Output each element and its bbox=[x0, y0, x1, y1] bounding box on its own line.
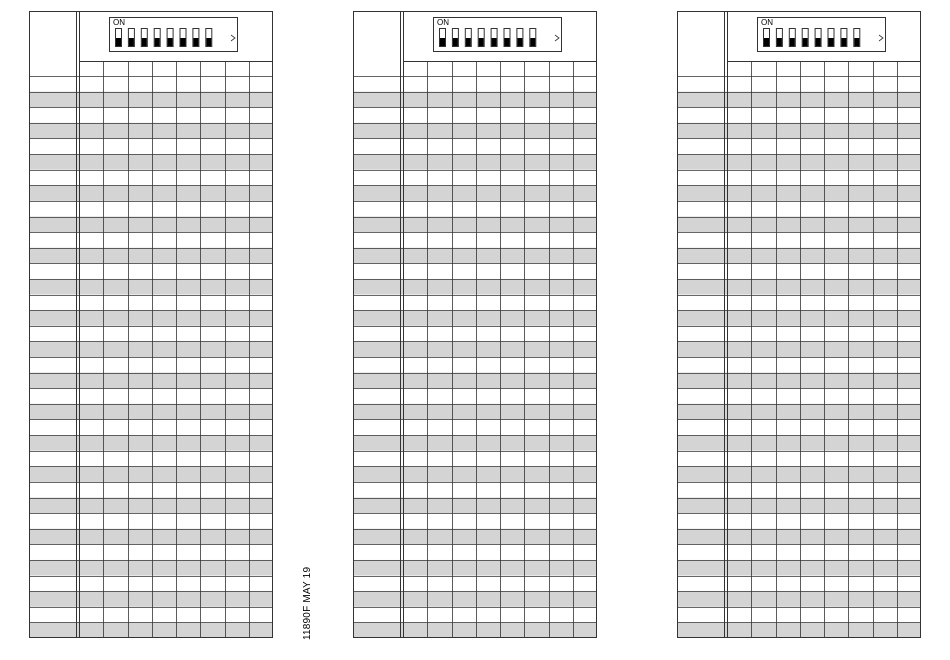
shaded-row bbox=[353, 591, 597, 607]
dip-switch-knob bbox=[193, 38, 198, 46]
shaded-row bbox=[353, 185, 597, 201]
dip-switch-lever bbox=[465, 29, 471, 47]
dip-switch-lever bbox=[776, 29, 782, 47]
shaded-row bbox=[677, 560, 921, 576]
shaded-row bbox=[677, 154, 921, 170]
shaded-row bbox=[353, 622, 597, 638]
shaded-row bbox=[353, 92, 597, 108]
shaded-row bbox=[29, 404, 273, 420]
dip-switch-lever bbox=[530, 29, 536, 47]
dip-switch-lever bbox=[193, 29, 199, 47]
shaded-row bbox=[29, 498, 273, 514]
shaded-row bbox=[353, 310, 597, 326]
shaded-row bbox=[29, 123, 273, 139]
dip-switch-lever bbox=[517, 29, 523, 47]
dip-switch-on-label: ON bbox=[761, 18, 773, 27]
dip-switch-lever bbox=[452, 29, 458, 47]
shaded-row bbox=[353, 466, 597, 482]
shaded-row bbox=[353, 154, 597, 170]
shaded-row bbox=[353, 373, 597, 389]
dip-switch-knob bbox=[479, 38, 484, 46]
shaded-row bbox=[29, 154, 273, 170]
shaded-row bbox=[353, 217, 597, 233]
shaded-row bbox=[353, 341, 597, 357]
shaded-row bbox=[353, 279, 597, 295]
dip-switch-knob bbox=[440, 38, 445, 46]
dip-switch-knob bbox=[155, 38, 160, 46]
shaded-row bbox=[353, 248, 597, 264]
dip-switch-grid bbox=[29, 11, 273, 638]
dip-switch-lever bbox=[815, 29, 821, 47]
shaded-row bbox=[29, 92, 273, 108]
dip-switch-knob bbox=[466, 38, 471, 46]
shaded-row bbox=[677, 310, 921, 326]
dip-switch-knob bbox=[841, 38, 846, 46]
dip-switch-lever bbox=[128, 29, 134, 47]
shaded-row bbox=[29, 279, 273, 295]
dip-switch-lever bbox=[180, 29, 186, 47]
dip-switch-knob bbox=[142, 38, 147, 46]
dip-switch-lever bbox=[854, 29, 860, 47]
dip-switch-knob bbox=[790, 38, 795, 46]
shaded-row bbox=[29, 341, 273, 357]
shaded-row bbox=[29, 560, 273, 576]
dip-switch bbox=[758, 18, 886, 52]
shaded-row bbox=[677, 248, 921, 264]
dip-switch-lever bbox=[141, 29, 147, 47]
document-code: 11890F MAY 19 bbox=[302, 566, 313, 640]
dip-switch bbox=[434, 18, 562, 52]
shaded-row bbox=[677, 435, 921, 451]
shaded-row bbox=[29, 217, 273, 233]
dip-switch-lever bbox=[478, 29, 484, 47]
shaded-row bbox=[677, 498, 921, 514]
shaded-row bbox=[29, 435, 273, 451]
shaded-row bbox=[677, 529, 921, 545]
shaded-row bbox=[29, 248, 273, 264]
shaded-row bbox=[677, 341, 921, 357]
shaded-row bbox=[29, 373, 273, 389]
dip-switch-knob bbox=[829, 38, 834, 46]
shaded-row bbox=[29, 591, 273, 607]
dip-switch-knob bbox=[129, 38, 134, 46]
dip-switch-sheet-2 bbox=[353, 11, 597, 638]
shaded-row bbox=[29, 622, 273, 638]
dip-switch-knob bbox=[854, 38, 859, 46]
dip-switch-grid bbox=[353, 11, 597, 638]
shaded-row bbox=[353, 123, 597, 139]
dip-switch-knob bbox=[803, 38, 808, 46]
shaded-row bbox=[677, 591, 921, 607]
shaded-row bbox=[677, 217, 921, 233]
dip-switch-lever bbox=[828, 29, 834, 47]
dip-switch-sheet-1 bbox=[29, 11, 273, 638]
dip-switch bbox=[110, 18, 238, 52]
shaded-row bbox=[353, 404, 597, 420]
shaded-row bbox=[677, 622, 921, 638]
dip-switch-lever bbox=[504, 29, 510, 47]
dip-switch-lever bbox=[802, 29, 808, 47]
dip-switch-knob bbox=[453, 38, 458, 46]
shaded-row bbox=[29, 466, 273, 482]
shaded-row bbox=[29, 310, 273, 326]
shaded-row bbox=[677, 373, 921, 389]
dip-switch-lever bbox=[440, 29, 446, 47]
dip-switch-on-label: ON bbox=[437, 18, 449, 27]
dip-switch-knob bbox=[168, 38, 173, 46]
dip-switch-knob bbox=[181, 38, 186, 46]
dip-switch-lever bbox=[841, 29, 847, 47]
shaded-row bbox=[353, 498, 597, 514]
dip-switch-knob bbox=[492, 38, 497, 46]
dip-switch-knob bbox=[505, 38, 510, 46]
dip-switch-on-label: ON bbox=[113, 18, 125, 27]
shaded-row bbox=[353, 560, 597, 576]
dip-switch-lever bbox=[116, 29, 122, 47]
dip-switch-lever bbox=[491, 29, 497, 47]
dip-switch-knob bbox=[206, 38, 211, 46]
dip-switch-knob bbox=[530, 38, 535, 46]
dip-switch-knob bbox=[116, 38, 121, 46]
dip-switch-knob bbox=[816, 38, 821, 46]
shaded-row bbox=[677, 185, 921, 201]
dip-switch-knob bbox=[777, 38, 782, 46]
shaded-row bbox=[353, 435, 597, 451]
dip-switch-lever bbox=[764, 29, 770, 47]
dip-switch-lever bbox=[789, 29, 795, 47]
shaded-row bbox=[29, 185, 273, 201]
shaded-row bbox=[29, 529, 273, 545]
dip-switch-knob bbox=[764, 38, 769, 46]
dip-switch-lever bbox=[154, 29, 160, 47]
dip-switch-knob bbox=[517, 38, 522, 46]
dip-switch-lever bbox=[167, 29, 173, 47]
dip-switch-grid bbox=[677, 11, 921, 638]
shaded-row bbox=[677, 123, 921, 139]
shaded-row bbox=[677, 279, 921, 295]
shaded-row bbox=[677, 404, 921, 420]
dip-switch-lever bbox=[206, 29, 212, 47]
dip-switch-sheet-3 bbox=[677, 11, 921, 638]
shaded-row bbox=[677, 466, 921, 482]
shaded-row bbox=[353, 529, 597, 545]
shaded-row bbox=[677, 92, 921, 108]
